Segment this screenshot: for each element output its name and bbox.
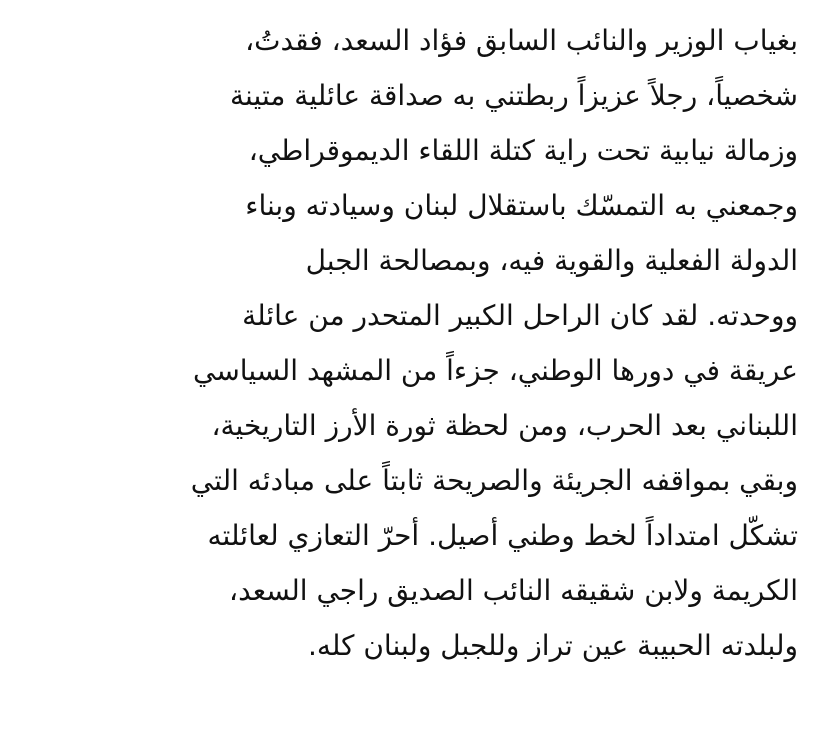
text-line-4: وجمعني به التمسّك باستقلال لبنان وسيادته وبناء — [245, 189, 798, 222]
text-line-5: الدولة الفعلية والقوية فيه، وبمصالحة الجبل — [305, 244, 798, 277]
text-line-9: وبقي بمواقفه الجريئة والصريحة ثابتاً على مبادئه التي — [190, 464, 798, 497]
condolence-statement — [38, 13, 798, 673]
text-line-6: ووحدته. لقد كان الراحل الكبير المتحدر من عائلة — [242, 299, 798, 332]
text-line-12: ولبلدته الحبيبة عين تراز وللجبل ولبنان كله. — [307, 629, 798, 662]
text-line-11: الكريمة ولابن شقيقه النائب الصديق راجي السعد، — [229, 574, 798, 607]
text-line-1: بغياب الوزير والنائب السابق فؤاد السعد، فقدتُ، — [245, 24, 798, 57]
text-line-7: عريقة في دورها الوطني، جزءاً من المشهد السياسي — [192, 354, 798, 387]
text-line-8: اللبناني بعد الحرب، ومن لحظة ثورة الأرز التاريخية، — [211, 409, 798, 442]
text-line-2: شخصياً، رجلاً عزيزاً ربطتني به صداقة عائلية متينة — [230, 79, 798, 112]
text-line-10: تشكّل امتداداً لخط وطني أصيل. أحرّ التعازي لعائلته — [207, 519, 798, 552]
text-line-3: وزمالة نيابية تحت راية كتلة اللقاء الديموقراطي، — [248, 134, 798, 167]
